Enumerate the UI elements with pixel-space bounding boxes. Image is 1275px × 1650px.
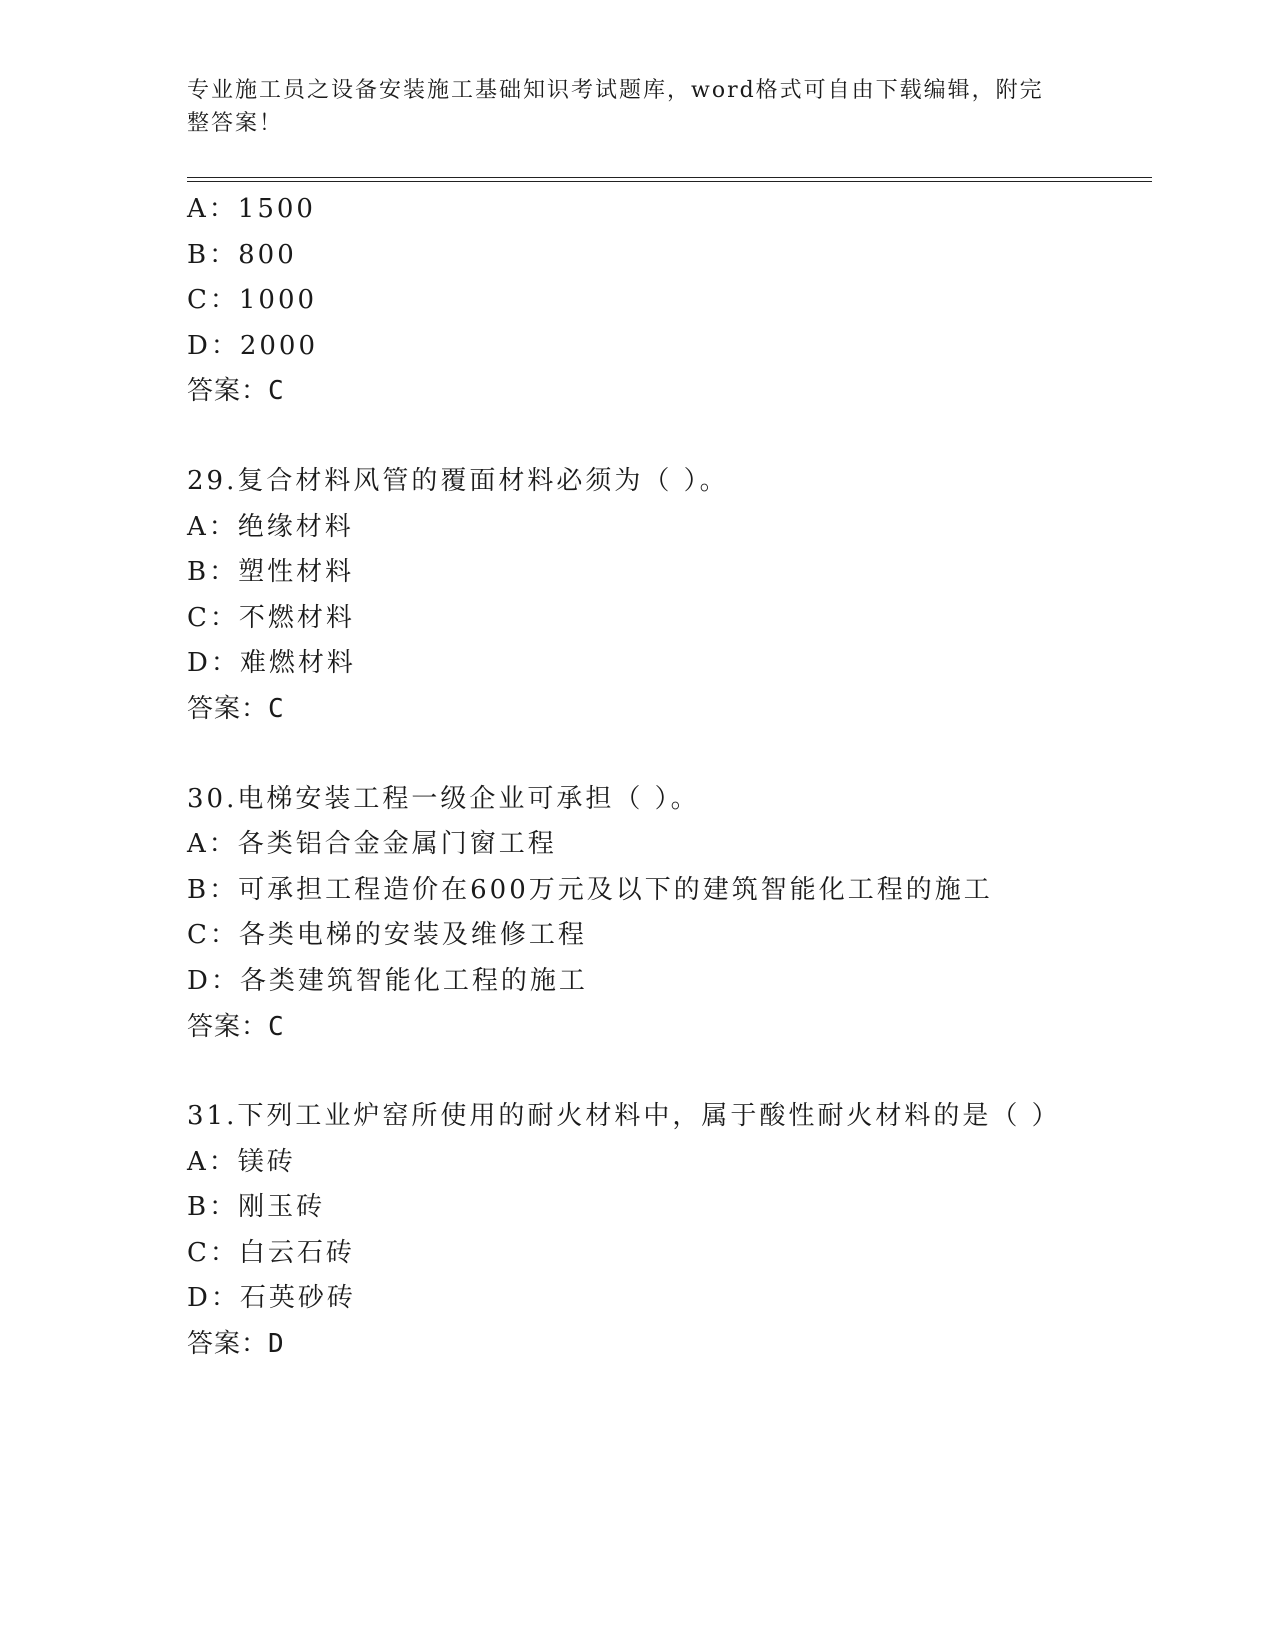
question-29: [187, 459, 1147, 733]
question-stem: 31.下列工业炉窑所使用的耐火材料中，属于酸性耐火材料的是（ ）: [187, 1101, 1061, 1132]
answer: 答案：C: [187, 693, 285, 724]
option-a: A：1500: [187, 194, 316, 224]
option-c: C：白云石砖: [187, 1237, 355, 1268]
question-list: [187, 187, 1147, 1368]
option-a: A：镁砖: [187, 1146, 296, 1177]
question-30: [187, 777, 1147, 1051]
option-d: D：各类建筑智能化工程的施工: [187, 965, 588, 996]
option-b: B：可承担工程造价在600万元及以下的建筑智能化工程的施工: [187, 874, 993, 905]
document-header: [187, 74, 1067, 140]
option-b: B：刚玉砖: [187, 1192, 326, 1223]
option-b: B：塑性材料: [187, 557, 355, 588]
option-d: D：2000: [187, 330, 319, 361]
answer: 答案：C: [187, 1011, 285, 1042]
option-b: B：800: [187, 239, 297, 270]
option-a: A：绝缘材料: [187, 511, 354, 542]
option-a: A：各类铝合金金属门窗工程: [187, 829, 557, 860]
option-c: C：1000: [187, 285, 318, 316]
question-31: [187, 1094, 1147, 1368]
answer: 答案：D: [187, 1329, 285, 1360]
header-line-2: 整答案！: [187, 111, 284, 136]
option-c: C：各类电梯的安装及维修工程: [187, 920, 587, 951]
option-d: D：难燃材料: [187, 648, 356, 679]
answer: 答案：C: [187, 376, 285, 407]
option-c: C：不燃材料: [187, 602, 355, 633]
header-line-1: 专业施工员之设备安装施工基础知识考试题库，word格式可自由下载编辑，附完: [187, 78, 1044, 103]
question-stem: 30.电梯安装工程一级企业可承担（ ）。: [187, 783, 700, 814]
question-stem: 29.复合材料风管的覆面材料必须为（ ）。: [187, 465, 729, 496]
question-28-partial: [187, 187, 1147, 415]
option-d: D：石英砂砖: [187, 1283, 356, 1314]
header-double-rule: [187, 177, 1152, 182]
